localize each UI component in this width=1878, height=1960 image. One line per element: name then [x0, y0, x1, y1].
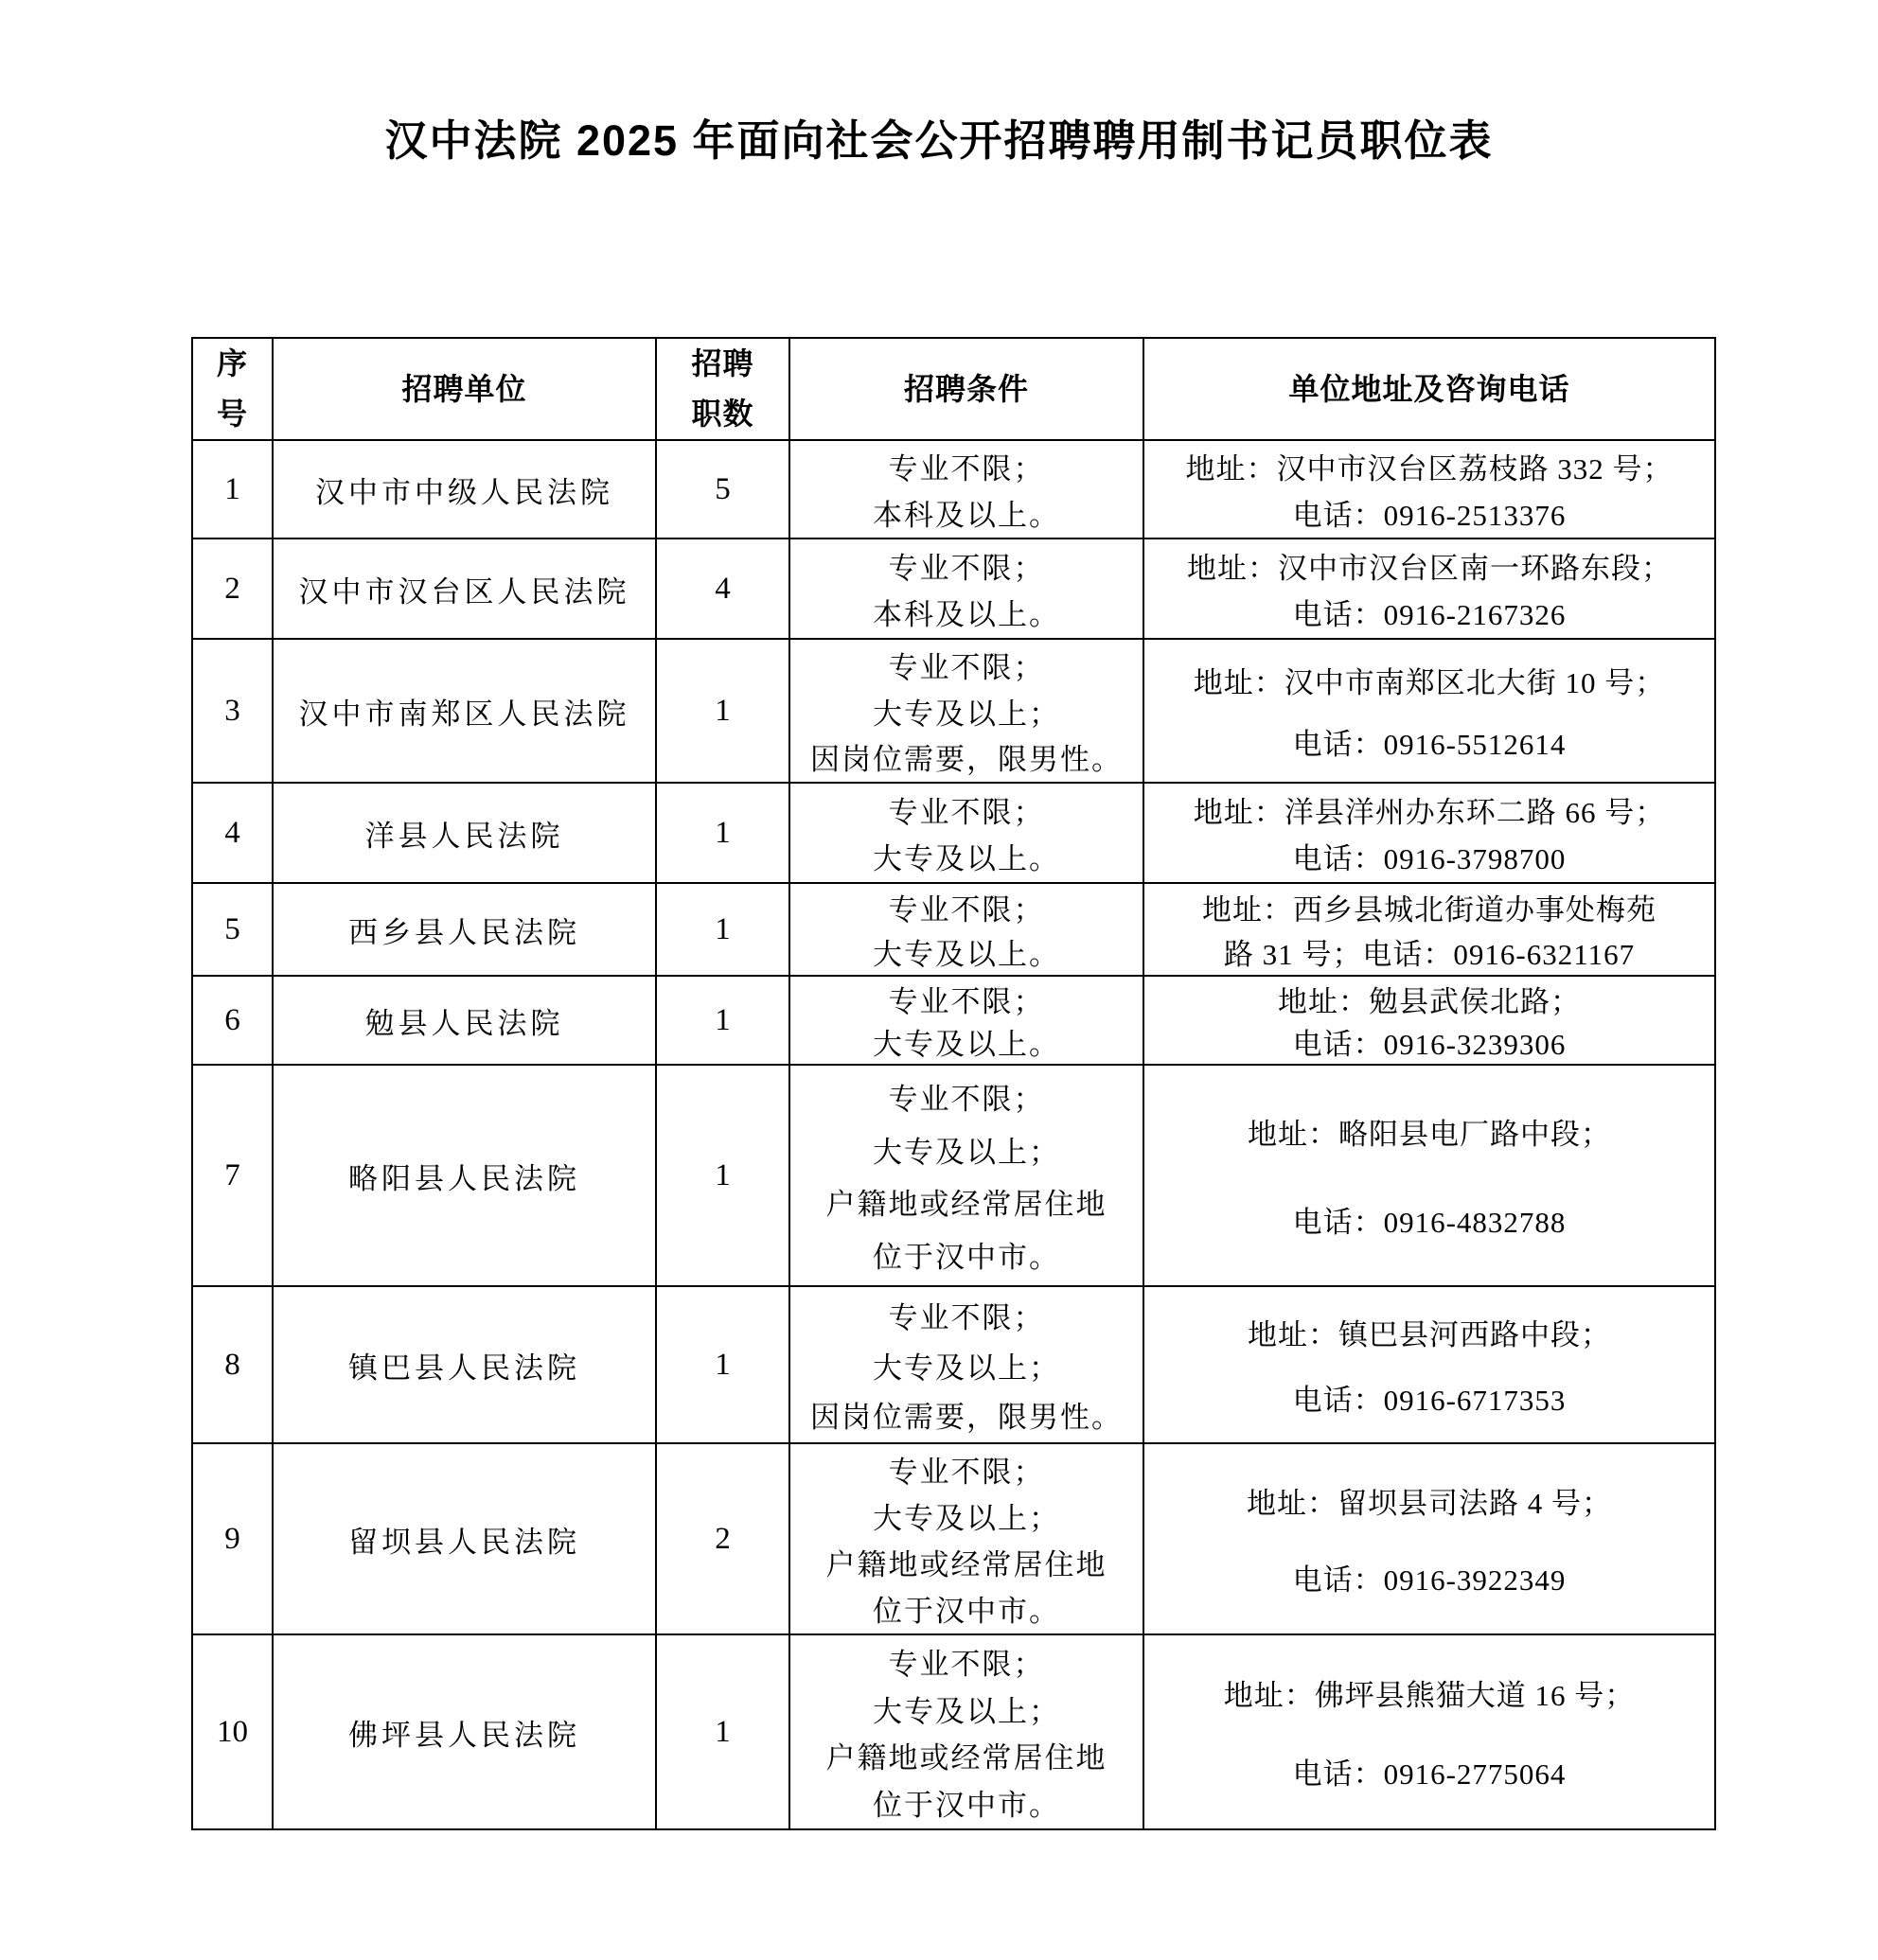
condition-line: 大专及以上。	[873, 842, 1060, 876]
condition-line: 位于汉中市。	[873, 1595, 1060, 1628]
col-header-conditions-label: 招聘条件	[903, 371, 1029, 406]
index-cell	[193, 1635, 274, 1830]
index-value: 4	[224, 815, 240, 850]
unit-cell	[274, 640, 657, 784]
conditions-cell	[790, 784, 1144, 884]
contact-cell	[1144, 441, 1716, 539]
count-cell	[657, 539, 790, 640]
contact-cell	[1144, 640, 1716, 784]
col-header-index	[193, 339, 274, 441]
conditions-cell	[790, 884, 1144, 977]
index-cell	[193, 640, 274, 784]
condition-line: 因岗位需要，限男性。	[810, 1400, 1123, 1434]
unit-name: 勉县人民法院	[364, 1006, 564, 1040]
condition-line: 位于汉中市。	[873, 1789, 1060, 1823]
contact-cell	[1144, 977, 1716, 1066]
index-cell	[193, 884, 274, 977]
contact-line: 电话：0916-2775064	[1292, 1757, 1567, 1791]
count-cell	[657, 441, 790, 539]
count-value: 2	[715, 1521, 731, 1556]
count-value: 5	[715, 471, 731, 506]
unit-name: 西乡县人民法院	[348, 915, 580, 949]
condition-line: 大专及以上；	[873, 1502, 1060, 1535]
contact-line: 电话：0916-5512614	[1292, 728, 1567, 761]
condition-line: 本科及以上。	[873, 598, 1060, 632]
col-header-count	[657, 339, 790, 441]
contact-line: 电话：0916-3922349	[1292, 1563, 1567, 1598]
conditions-cell	[790, 1287, 1144, 1444]
index-value: 5	[224, 911, 240, 946]
condition-line: 专业不限；	[888, 551, 1045, 585]
contact-line: 地址：汉中市汉台区南一环路东段；	[1187, 551, 1672, 585]
contact-line: 地址：略阳县电厂路中段；	[1248, 1118, 1611, 1152]
contact-line: 地址：佛坪县熊猫大道 16 号；	[1223, 1679, 1636, 1712]
count-value: 1	[715, 911, 731, 946]
count-value: 1	[715, 1714, 731, 1749]
condition-line: 专业不限；	[888, 650, 1045, 684]
col-header-index-label: 序号	[216, 346, 248, 431]
contact-cell	[1144, 1287, 1716, 1444]
count-value: 1	[715, 1347, 731, 1382]
unit-cell	[274, 977, 657, 1066]
unit-name: 洋县人民法院	[364, 819, 564, 853]
condition-line: 大专及以上。	[873, 1028, 1060, 1062]
conditions-cell	[790, 1635, 1144, 1830]
condition-line: 大专及以上。	[873, 938, 1060, 971]
count-value: 1	[715, 1002, 731, 1037]
contact-line: 电话：0916-3239306	[1292, 1028, 1567, 1062]
index-value: 2	[224, 571, 240, 606]
index-cell	[193, 1066, 274, 1287]
conditions-cell	[790, 441, 1144, 539]
count-cell	[657, 1635, 790, 1830]
condition-line: 专业不限；	[888, 1647, 1045, 1681]
count-cell	[657, 1444, 790, 1635]
condition-line: 大专及以上；	[873, 1135, 1060, 1169]
contact-line: 地址：汉中市南郑区北大街 10 号；	[1193, 666, 1666, 699]
condition-line: 专业不限；	[888, 795, 1045, 829]
unit-name: 汉中市南郑区人民法院	[298, 697, 630, 731]
index-value: 8	[224, 1347, 240, 1382]
count-cell	[657, 784, 790, 884]
contact-line: 地址：洋县洋州办东环二路 66 号；	[1193, 795, 1666, 829]
count-cell	[657, 977, 790, 1066]
unit-cell	[274, 1444, 657, 1635]
conditions-cell	[790, 640, 1144, 784]
col-header-unit-label: 招聘单位	[401, 371, 527, 406]
contact-cell	[1144, 1635, 1716, 1830]
conditions-cell	[790, 977, 1144, 1066]
condition-line: 专业不限；	[888, 893, 1045, 927]
index-value: 6	[224, 1002, 240, 1037]
contact-cell	[1144, 1066, 1716, 1287]
contact-line: 路 31 号；电话：0916-6321167	[1223, 938, 1636, 971]
positions-table	[191, 337, 1716, 1830]
index-value: 1	[224, 471, 240, 506]
condition-line: 专业不限；	[888, 984, 1045, 1018]
contact-line: 地址：西乡县城北街道办事处梅苑	[1202, 893, 1657, 927]
unit-cell	[274, 539, 657, 640]
contact-line: 地址：镇巴县河西路中段；	[1248, 1317, 1611, 1351]
contact-line: 地址：汉中市汉台区荔枝路 332 号；	[1185, 452, 1674, 486]
unit-name: 镇巴县人民法院	[348, 1351, 580, 1385]
index-cell	[193, 1444, 274, 1635]
contact-cell	[1144, 1444, 1716, 1635]
unit-name: 汉中市汉台区人民法院	[298, 574, 630, 609]
unit-cell	[274, 441, 657, 539]
count-cell	[657, 640, 790, 784]
contact-line: 地址：勉县武侯北路；	[1278, 984, 1581, 1018]
index-cell	[193, 539, 274, 640]
conditions-cell	[790, 539, 1144, 640]
index-value: 7	[224, 1157, 240, 1192]
condition-line: 专业不限；	[888, 1301, 1045, 1335]
unit-name: 汉中市中级人民法院	[315, 475, 613, 509]
condition-line: 大专及以上；	[873, 1694, 1060, 1728]
contact-line: 电话：0916-2167326	[1292, 598, 1567, 632]
condition-line: 大专及以上；	[873, 697, 1060, 731]
col-header-contact-label: 单位地址及咨询电话	[1288, 371, 1570, 406]
count-value: 1	[715, 1157, 731, 1192]
count-value: 4	[715, 571, 731, 606]
index-cell	[193, 977, 274, 1066]
unit-name: 留坝县人民法院	[348, 1525, 580, 1559]
condition-line: 户籍地或经常居住地	[825, 1741, 1107, 1775]
condition-line: 户籍地或经常居住地	[825, 1548, 1107, 1581]
contact-line: 地址：留坝县司法路 4 号；	[1247, 1486, 1612, 1520]
conditions-cell	[790, 1444, 1144, 1635]
contact-cell	[1144, 539, 1716, 640]
col-header-contact	[1144, 339, 1716, 441]
count-cell	[657, 1287, 790, 1444]
index-cell	[193, 784, 274, 884]
contact-line: 电话：0916-6717353	[1292, 1384, 1567, 1418]
contact-cell	[1144, 784, 1716, 884]
condition-line: 专业不限；	[888, 1083, 1045, 1117]
contact-line: 电话：0916-3798700	[1292, 842, 1567, 876]
unit-cell	[274, 1287, 657, 1444]
col-header-count-label: 招聘职数	[691, 346, 754, 431]
condition-line: 因岗位需要，限男性。	[810, 743, 1123, 777]
col-header-unit	[274, 339, 657, 441]
count-value: 1	[715, 693, 731, 728]
page-title: 汉中法院 2025 年面向社会公开招聘聘用制书记员职位表	[384, 116, 1494, 165]
count-cell	[657, 884, 790, 977]
unit-cell	[274, 1635, 657, 1830]
index-value: 3	[224, 693, 240, 728]
contact-line: 电话：0916-2513376	[1292, 499, 1567, 532]
index-value: 9	[224, 1521, 240, 1556]
contact-cell	[1144, 884, 1716, 977]
condition-line: 户籍地或经常居住地	[825, 1188, 1107, 1222]
col-header-conditions	[790, 339, 1144, 441]
contact-line: 电话：0916-4832788	[1292, 1205, 1567, 1239]
index-value: 10	[217, 1714, 248, 1749]
unit-cell	[274, 884, 657, 977]
index-cell	[193, 441, 274, 539]
condition-line: 大专及以上；	[873, 1351, 1060, 1385]
unit-cell	[274, 1066, 657, 1287]
conditions-cell	[790, 1066, 1144, 1287]
condition-line: 专业不限；	[888, 452, 1045, 486]
unit-name: 佛坪县人民法院	[348, 1718, 580, 1752]
condition-line: 本科及以上。	[873, 499, 1060, 532]
count-cell	[657, 1066, 790, 1287]
condition-line: 专业不限；	[888, 1456, 1045, 1489]
condition-line: 位于汉中市。	[873, 1240, 1060, 1274]
count-value: 1	[715, 815, 731, 850]
unit-cell	[274, 784, 657, 884]
unit-name: 略阳县人民法院	[348, 1161, 580, 1195]
index-cell	[193, 1287, 274, 1444]
